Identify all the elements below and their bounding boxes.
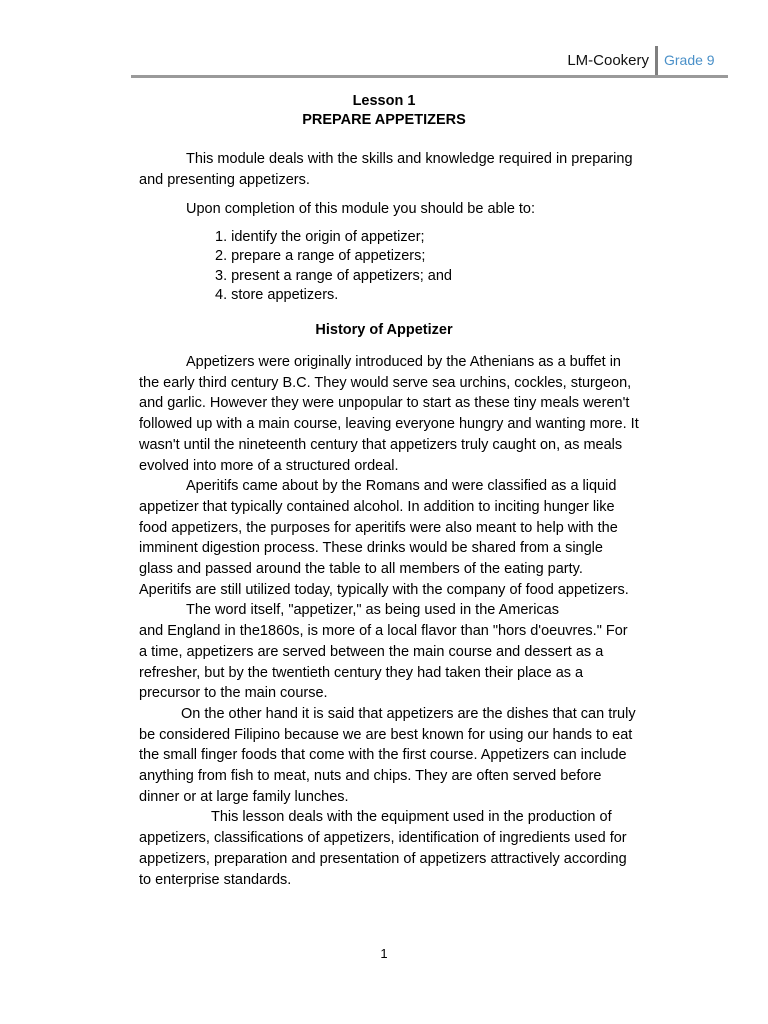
section-heading: History of Appetizer — [315, 322, 453, 338]
header-rule — [131, 75, 728, 78]
completion-text: Upon completion of this module you should be able to: — [186, 201, 536, 217]
body-line: appetizers, preparation and presentation of appetizers attractively according — [139, 850, 627, 867]
objectives-list — [215, 228, 452, 305]
body-line: Aperitifs came about by the Romans and were classified as a liquid — [186, 478, 617, 495]
body-line: followed up with a main course, leaving everyone hungry and wanting more. It — [139, 416, 639, 433]
objective-item: 2. prepare a range of appetizers; — [215, 248, 426, 265]
objective-item: 3. present a range of appetizers; and — [215, 267, 452, 284]
body-line: the early third century B.C. They would serve sea urchins, cockles, sturgeon, — [139, 374, 632, 391]
history-body — [139, 352, 739, 890]
body-line: appetizers, classifications of appetizers, identification of ingredients used for — [139, 830, 627, 847]
header-divider — [655, 46, 658, 76]
body-line: dinner or at large family lunches. — [139, 788, 349, 805]
body-line: the small finger foods that come with the first course. Appetizers can include — [139, 747, 627, 764]
lesson-number: Lesson 1 — [352, 93, 416, 109]
body-line: evolved into more of a structured ordeal. — [139, 457, 399, 474]
body-line: wasn't until the nineteenth century that appetizers truly caught on, as meals — [139, 436, 623, 453]
lesson-title: PREPARE APPETIZERS — [302, 112, 466, 128]
body-line: The word itself, "appetizer," as being used in the Americas — [186, 602, 559, 619]
body-line: This lesson deals with the equipment used in the production of — [211, 809, 612, 826]
body-line: On the other hand it is said that appetizers are the dishes that can truly — [181, 705, 636, 722]
objective-item: 4. store appetizers. — [215, 286, 339, 303]
header-grade: Grade 9 — [664, 52, 715, 68]
intro-line-1: This module deals with the skills and knowledge required in preparing — [186, 151, 633, 167]
body-line: imminent digestion process. These drinks would be shared from a single — [139, 540, 603, 557]
body-line: be considered Filipino because we are best known for using our hands to eat — [139, 726, 633, 743]
body-line: precursor to the main course. — [139, 685, 328, 702]
header-subject: LM-Cookery — [567, 52, 649, 69]
intro-paragraph — [139, 149, 739, 190]
body-line: to enterprise standards. — [139, 871, 292, 888]
body-line: a time, appetizers are served between the main course and dessert as a — [139, 643, 604, 660]
body-line: food appetizers, the purposes for aperitifs were also meant to help with the — [139, 519, 618, 536]
body-line: Aperitifs are still utilized today, typically with the company of food appetizers. — [139, 581, 629, 598]
body-line: appetizer that typically contained alcohol. In addition to inciting hunger like — [139, 498, 615, 515]
body-line: and garlic. However they were unpopular to start as these tiny meals weren't — [139, 395, 630, 412]
completion-line — [139, 199, 768, 220]
body-line: anything from fish to meat, nuts and chips. They are often served before — [139, 768, 602, 785]
body-line: and England in the1860s, is more of a local flavor than "hors d'oeuvres." For — [139, 623, 628, 640]
page-number: 1 — [380, 946, 388, 961]
intro-line-2: and presenting appetizers. — [139, 171, 310, 188]
body-line: Appetizers were originally introduced by the Athenians as a buffet in — [186, 354, 621, 370]
body-line: glass and passed around the table to all members of the eating party. — [139, 561, 583, 578]
body-line: refresher, but by the twentieth century they had taken their place as a — [139, 664, 584, 681]
objective-item: 1. identify the origin of appetizer; — [215, 229, 425, 245]
